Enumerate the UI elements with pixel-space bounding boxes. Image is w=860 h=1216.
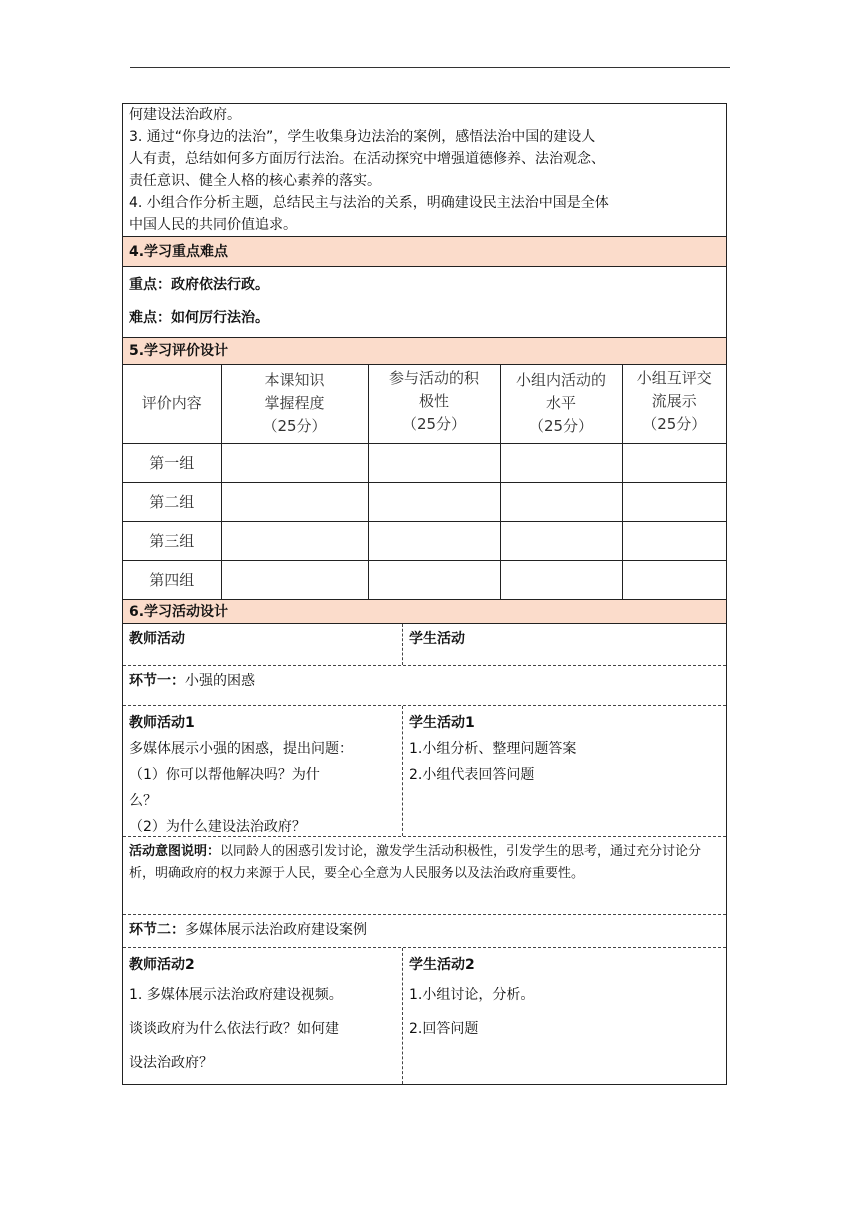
teacher-activity-line: 么？: [129, 793, 157, 809]
intro-line: 4. 小组合作分析主题，总结民主与法治的关系，明确建设民主法治中国是全体: [129, 195, 609, 211]
student-activity-2-title: 学生活动2: [409, 957, 475, 973]
section-heading-evaluation: 5.学习评价设计: [123, 338, 726, 365]
teacher-activity-2-title: 教师活动2: [129, 957, 195, 973]
student-activity-line: 2.小组代表回答问题: [409, 767, 535, 783]
table-row: [123, 482, 726, 521]
stage-two-title: 多媒体展示法治政府建设案例: [185, 922, 367, 938]
table-row: [123, 521, 726, 560]
header-cell: 小组内活动的 水平 （25分）: [500, 365, 622, 443]
objectives-continued: [123, 104, 726, 237]
student-activity-line: 1.小组分析、整理问题答案: [409, 741, 577, 757]
key-point-text: 政府依法行政。: [171, 277, 269, 293]
key-point-label: 重点：: [129, 277, 171, 293]
key-point: [123, 269, 726, 302]
difficult-point: [123, 302, 726, 335]
teacher-activity-1-title: 教师活动1: [129, 715, 195, 731]
header-cell: 小组互评交 流展示 （25分）: [622, 365, 726, 443]
difficult-point-text: 如何厉行法治。: [171, 310, 269, 326]
header-cell: 评价内容: [123, 365, 221, 443]
student-activity-2: [403, 948, 726, 1084]
intro-line: 3. 通过“你身边的法治”，学生收集身边法治的案例，感悟法治中国的建设人: [129, 129, 596, 145]
teacher-activity-line: 1. 多媒体展示法治政府建设视频。: [129, 987, 343, 1003]
section-heading-activities: 6.学习活动设计: [123, 600, 726, 624]
header-cell: 本课知识 掌握程度 （25分）: [221, 365, 368, 443]
teacher-activity-line: 谈谈政府为什么依法行政？如何建: [129, 1021, 339, 1037]
lesson-plan-table: [122, 103, 727, 1085]
teacher-activity-header: 教师活动: [123, 624, 403, 665]
activity-intent-note: [123, 837, 726, 915]
teacher-activity-line: （2）为什么建设法治政府？: [129, 819, 306, 835]
teacher-activity-2: [123, 948, 403, 1084]
stage-one-label: 环节一：: [129, 673, 185, 689]
stage-two-row: [123, 915, 726, 948]
header-cell: 参与活动的积 极性 （25分）: [368, 365, 500, 443]
stage-one-row: [123, 666, 726, 706]
stage-one-title: 小强的困惑: [185, 673, 255, 689]
stage-two-activities: [123, 948, 726, 1084]
student-activity-1-title: 学生活动1: [409, 715, 475, 731]
table-row: [123, 443, 726, 482]
stage-one-activities: [123, 706, 726, 837]
intent-label: 活动意图说明：: [129, 844, 221, 859]
student-activity-line: 1.小组讨论，分析。: [409, 987, 535, 1003]
activity-header-row: [123, 624, 726, 666]
teacher-activity-line: 多媒体展示小强的困惑，提出问题：: [129, 741, 353, 757]
intent-text: 以同龄人的困惑引发讨论，激发学生活动积极性，引发学生的思考，通过充分讨论分析，明确政府的权力来源于人民，要全心全意为人民服务以及法治政府重要性。: [129, 844, 702, 881]
teacher-activity-line: 设法治政府？: [129, 1055, 213, 1071]
difficult-point-label: 难点：: [129, 310, 171, 326]
student-activity-line: 2.回答问题: [409, 1021, 479, 1037]
table-row: [123, 560, 726, 599]
student-activity-header: 学生活动: [409, 631, 465, 647]
key-points-block: [123, 267, 726, 338]
evaluation-table: [123, 365, 726, 599]
group-label: 第四组: [123, 560, 221, 599]
intro-line: 中国人民的共同价值追求。: [129, 217, 297, 233]
teacher-activity-1: [123, 706, 403, 836]
intro-line: 何建设法治政府。: [129, 107, 241, 123]
evaluation-table-wrap: [123, 365, 726, 600]
section-heading-key-points: 4.学习重点难点: [123, 237, 726, 267]
intro-line: 人有责，总结如何多方面厉行法治。在活动探究中增强道德修养、法治观念、: [129, 151, 605, 167]
group-label: 第二组: [123, 482, 221, 521]
group-label: 第三组: [123, 521, 221, 560]
evaluation-header-row: [123, 365, 726, 443]
intro-line: 责任意识、健全人格的核心素养的落实。: [129, 173, 381, 189]
page-header-rule: [130, 67, 730, 68]
stage-two-label: 环节二：: [129, 922, 185, 938]
teacher-activity-line: （1）你可以帮他解决吗？为什: [129, 767, 320, 783]
student-activity-1: [403, 706, 726, 836]
group-label: 第一组: [123, 443, 221, 482]
